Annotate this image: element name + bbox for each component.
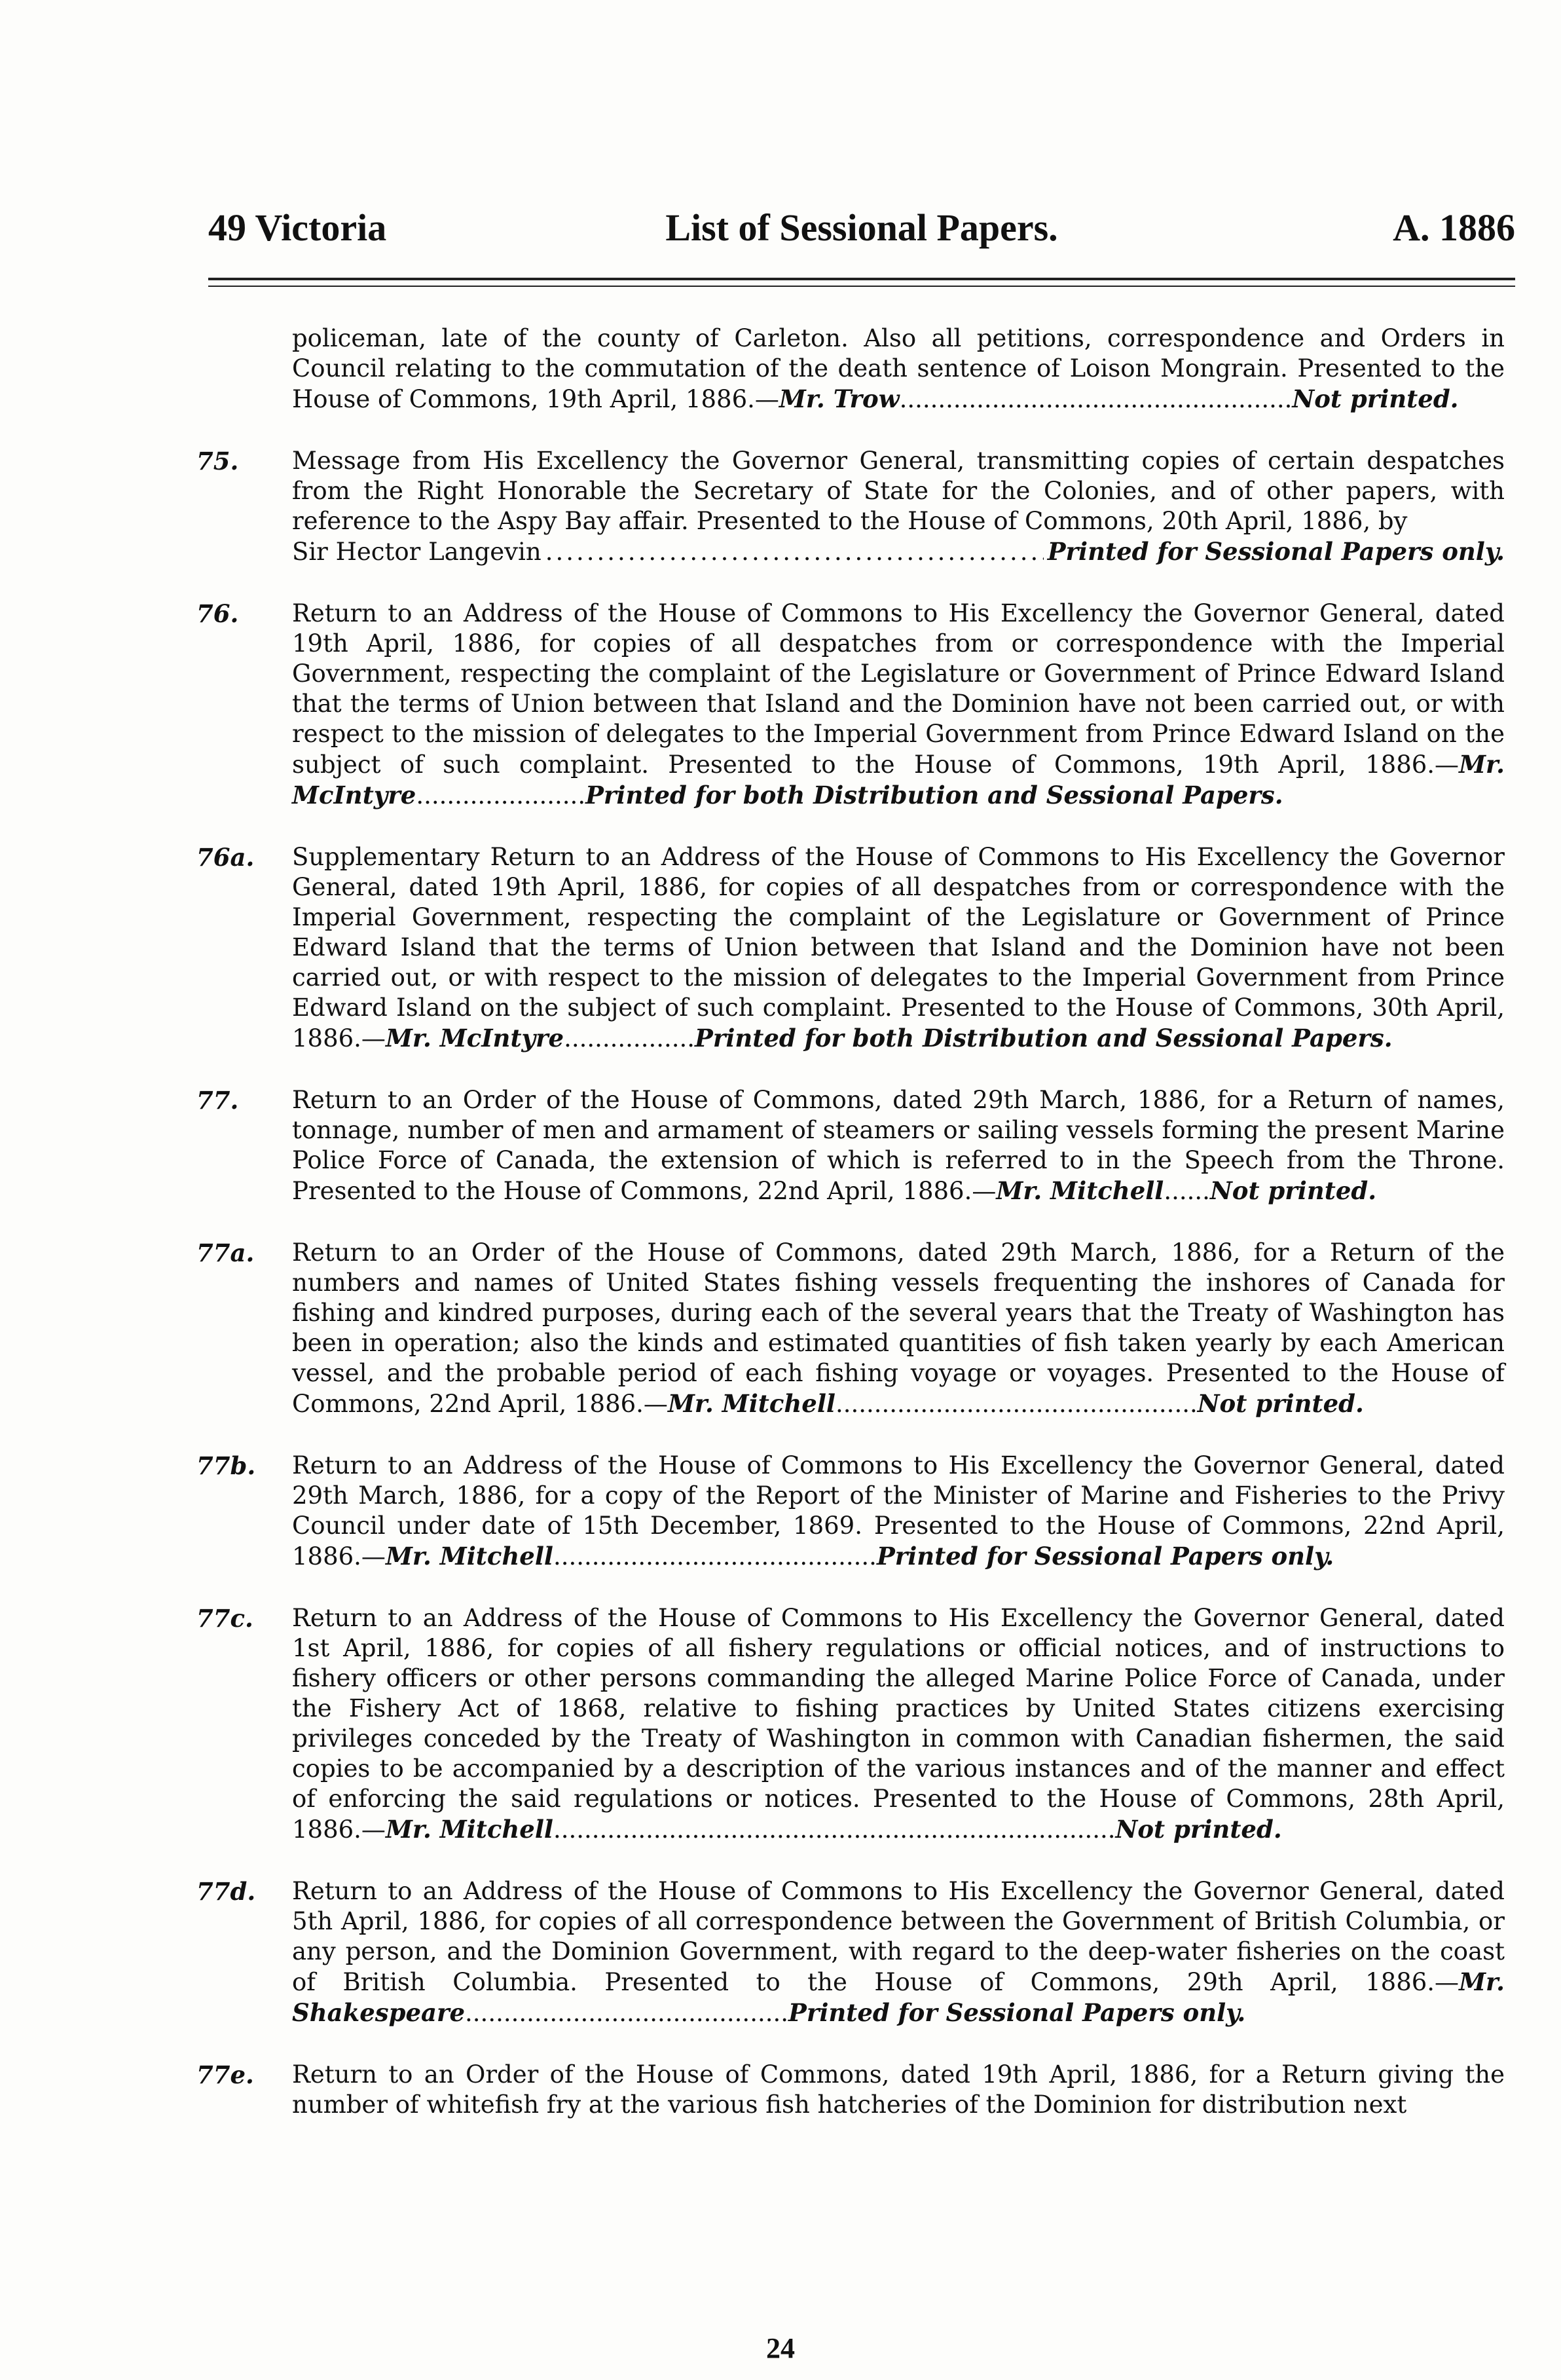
entry-77 <box>196 1085 1505 1206</box>
entry-76 <box>196 599 1505 811</box>
continued-entry <box>292 324 1505 415</box>
entry-status: Printed for Sessional Papers only. <box>1047 537 1505 566</box>
entry-status: Printed for both Distribution and Sessional Papers. <box>585 781 1283 809</box>
entry-text: Return to an Address of the House of Commons to His Excellency the Governor General, dated 29th March, 1886, for a copy of the Report of the Minister of Marine and Fisheries to the Privy Council under date of 15th December, 1869. Presented to the House of Commons, 22nd April, 1886.— <box>292 1451 1505 1571</box>
entry-trailer <box>292 536 1505 567</box>
leader-dots: ............................................... <box>835 1390 1198 1418</box>
entry-text: Return to an Order of the House of Commons, dated 29th March, 1886, for a Return of the numbers and names of United States fishing vessels frequenting the inshores of Canada for fishing and kindred purposes, during each of the several years that the Treaty of Washington has been in operation; also the kinds and estimated quantities of fish taken yearly by each American vessel, and the probable period of each fishing voyage or voyages. Presented to the House of Commons, 22nd April, 1886.— <box>292 1238 1505 1418</box>
entry-77b <box>196 1451 1505 1572</box>
entry-member: Mr. Mitchell <box>385 1815 553 1844</box>
entry-status: Not printed. <box>1292 384 1459 413</box>
entry-status: Not printed. <box>1115 1815 1282 1844</box>
header-rule-thin <box>208 286 1515 287</box>
entry-number: 77a. <box>196 1238 255 1267</box>
header-rule-thick <box>208 278 1515 280</box>
header-title: List of Sessional Papers. <box>665 206 1058 249</box>
header-year: A. 1886 <box>1393 206 1515 249</box>
entry-status: Printed for Sessional Papers only. <box>788 1998 1246 2027</box>
entry-77c <box>196 1603 1505 1845</box>
entry-member: Mr. Mitchell <box>385 1542 553 1571</box>
sessional-papers-list <box>196 324 1505 2151</box>
entry-member: Sir Hector Langevin <box>292 538 542 566</box>
entry-text: Message from His Excellency the Governor General, transmitting copies of certain despatches from the Right Honorable the Secretary of State for the Colonies, and of other papers, with reference to the Aspy Bay affair. Presented to the House of Commons, 20th April, 1886, by <box>292 447 1505 535</box>
leader-dots: ...................... <box>416 781 586 809</box>
leader-dots: ...... <box>1164 1177 1210 1205</box>
entry-text: Return to an Address of the House of Commons to His Excellency the Governor General, dated 5th April, 1886, for copies of all correspondence between the Government of British Columbia, or any person, and the Dominion Government, with regard to the deep-water fisheries on the coast of British Columbia. Presented to the House of Commons, 29th April, 1886.— <box>292 1877 1505 1996</box>
entry-number: 76. <box>196 599 239 628</box>
leader-dots: .......................................... <box>553 1542 877 1571</box>
leader-dots: .......................................... <box>465 1999 789 2027</box>
entry-member: Mr. Mitchell <box>996 1176 1164 1205</box>
entry-76a <box>196 842 1505 1054</box>
entry-number: 76a. <box>196 843 255 872</box>
entry-text: Return to an Address of the House of Commons to His Excellency the Governor General, dated 19th April, 1886, for copies of all despatches from or correspondence with the Imperial Government, respecting the complaint of the Legislature or Government of Prince Edward Island that the terms of Union between that Island and the Dominion have not been carried out, or with respect to the mission of delegates to the Imperial Government from Prince Edward Island on the subject of such complaint. Presented to the House of Commons, 19th April, 1886.— <box>292 599 1505 779</box>
entry-text: Return to an Order of the House of Commons, dated 19th April, 1886, for a Return giving the number of whitefish fry at the various fish hatcheries of the Dominion for distribution next <box>292 2060 1505 2119</box>
entry-number: 77c. <box>196 1604 253 1633</box>
leader-dots <box>545 537 1044 567</box>
entry-77a <box>196 1238 1505 1419</box>
entry-member: Mr. McIntyre <box>385 1024 564 1052</box>
entry-text: Supplementary Return to an Address of the House of Commons to His Excellency the Governor General, dated 19th April, 1886, for copies of all despatches from or correspondence with the Imperial Government, respecting the complaint of the Legislature or Government of Prince Edward Island that the terms of Union between that Island and the Dominion have not been carried out, or with respect to the mission of delegates to the Imperial Government from Prince Edward Island on the subject of such complaint. Presented to the House of Commons, 30th April, 1886.— <box>292 843 1505 1052</box>
entry-text: policeman, late of the county of Carleton. Also all petitions, correspondence and Orders in Council relating to the commutation of the death sentence of Loison Mongrain. Presented to the House of Commons, 19th April, 1886.— <box>292 324 1505 413</box>
header-session: 49 Victoria <box>208 206 387 249</box>
entry-number: 77b. <box>196 1451 256 1480</box>
entry-status: Printed for Sessional Papers only. <box>876 1542 1334 1571</box>
entry-number: 75. <box>196 447 239 475</box>
entry-number: 77d. <box>196 1877 256 1906</box>
entry-status: Not printed. <box>1197 1389 1364 1418</box>
entry-text: Return to an Address of the House of Commons to His Excellency the Governor General, dated 1st April, 1886, for copies of all fishery regulations or official notices, and of instructions to fishery officers or other persons commanding the alleged Marine Police Force of Canada, under the Fishery Act of 1868, relative to fishing practices by United States citizens exercising privileges conceded by the Treaty of Washington in common with Canadian fishermen, the said copies to be accompanied by a description of the various instances and of the manner and effect of enforcing the said regulations or notices. Presented to the House of Commons, 28th April, 1886.— <box>292 1604 1505 1844</box>
leader-dots: ................. <box>564 1024 695 1052</box>
leader-dots: ................................................... <box>899 385 1293 413</box>
entry-number: 77e. <box>196 2060 254 2089</box>
page-header <box>208 196 1515 259</box>
page-number: 24 <box>766 2332 795 2364</box>
continued-entry-body <box>292 324 1505 415</box>
leader-dots: ......................................................................... <box>553 1815 1116 1844</box>
entry-text: Return to an Order of the House of Commons, dated 29th March, 1886, for a Return of names, tonnage, number of men and armament of steamers or sailing vessels forming the present Marine Police Force of Canada, the extension of which is referred to in the Speech from the Throne. Presented to the House of Commons, 22nd April, 1886.— <box>292 1086 1505 1205</box>
entry-75 <box>196 446 1505 567</box>
entry-status: Not printed. <box>1209 1176 1377 1205</box>
entry-status: Printed for both Distribution and Sessional Papers. <box>695 1024 1393 1052</box>
entry-number: 77. <box>196 1086 239 1115</box>
entry-member: Mr. Trow <box>779 384 900 413</box>
entry-77d <box>196 1876 1505 2028</box>
entry-77e <box>196 2060 1505 2120</box>
entry-member: Mr. Shakespeare <box>292 1967 1505 2027</box>
entry-member: Mr. Mitchell <box>667 1389 836 1418</box>
entry-member: Mr. McIntyre <box>292 750 1505 809</box>
